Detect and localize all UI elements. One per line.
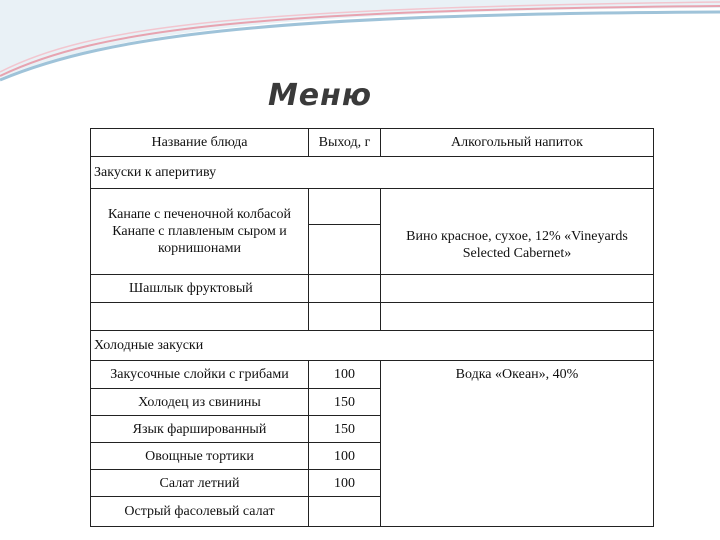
dish-name: Овощные тортики xyxy=(91,443,309,470)
drink-cell: Водка «Океан», 40% xyxy=(381,361,654,527)
section-aperitif: Закуски к аперитиву xyxy=(91,157,654,189)
header-dish: Название блюда xyxy=(91,129,309,157)
drink-cell: Вино красное, сухое, 12% «Vineyards Selected Cabernet» xyxy=(381,189,654,275)
dish-name: Канапе с печеночной колбасой xyxy=(107,207,291,222)
empty-cell xyxy=(381,303,654,331)
yield-value: 100 xyxy=(309,470,381,497)
dish-name: Острый фасолевый салат xyxy=(91,497,309,527)
section-cold: Холодные закуски xyxy=(91,331,654,361)
section-row xyxy=(91,157,654,189)
header-row xyxy=(91,129,654,157)
page-title: Меню xyxy=(267,78,373,113)
dish-name: Шашлык фруктовый xyxy=(91,275,309,303)
empty-cell xyxy=(91,303,309,331)
yield-cell xyxy=(309,189,381,225)
yield-value: 100 xyxy=(309,361,381,389)
dish-name: Салат летний xyxy=(91,470,309,497)
dish-name: Закусочные слойки с грибами xyxy=(91,361,309,389)
table-row xyxy=(91,275,654,303)
section-row xyxy=(91,331,654,361)
table-row xyxy=(91,361,654,389)
yield-value: 100 xyxy=(309,443,381,470)
dish-name: Холодец из свинины xyxy=(91,389,309,416)
table-row xyxy=(91,189,654,225)
dish-cell xyxy=(91,189,309,275)
header-drink: Алкогольный напиток xyxy=(381,129,654,157)
decorative-swoosh xyxy=(0,0,720,90)
menu-table xyxy=(90,128,654,527)
table-row xyxy=(91,303,654,331)
dish-name: Канапе с плавленым сыром и корнишонами xyxy=(112,224,287,256)
yield-cell xyxy=(309,275,381,303)
drink-cell xyxy=(381,275,654,303)
header-yield: Выход, г xyxy=(309,129,381,157)
yield-value: 150 xyxy=(309,389,381,416)
yield-value xyxy=(309,497,381,527)
dish-name: Язык фаршированный xyxy=(91,416,309,443)
empty-cell xyxy=(309,303,381,331)
yield-cell xyxy=(309,225,381,275)
yield-value: 150 xyxy=(309,416,381,443)
